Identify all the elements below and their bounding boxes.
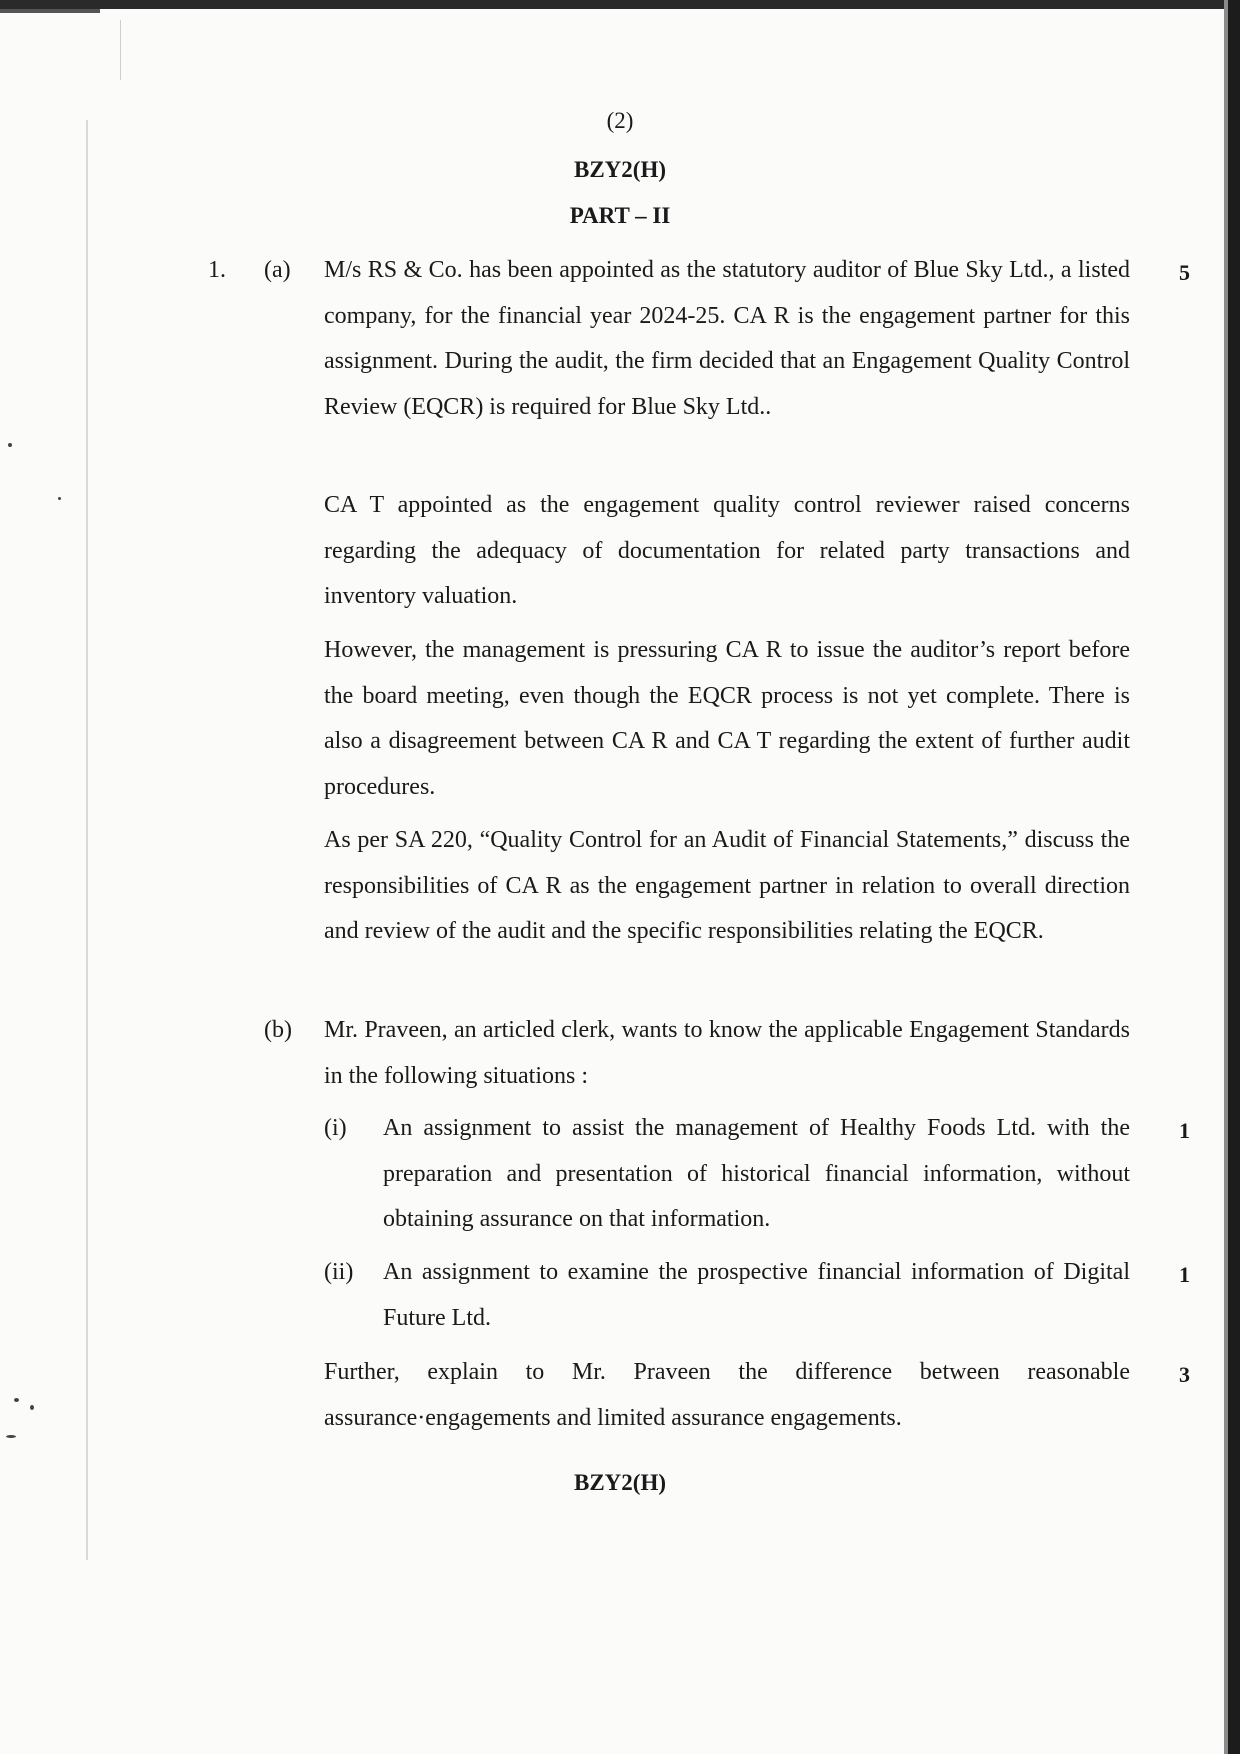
part-b-item-marks: 1	[1179, 1262, 1190, 1287]
question-number: 1.	[208, 257, 226, 283]
scan-left-edge-mark	[120, 20, 121, 80]
page-number: (2)	[606, 108, 634, 133]
paper-code-footer: BZY2(H)	[574, 1470, 666, 1495]
part-b-closing: Further, explain to Mr. Praveen the difference between reasonable assurance·engagements and limited assurance engagements.	[324, 1359, 1130, 1431]
part-a-paragraph: However, the management is pressuring CA R to issue the auditor’s report before the board meeting, even though the EQCR process is not yet complete. There is also a disagreement between CA R and CA T regarding the extent of further audit procedures.	[324, 637, 1130, 800]
part-b-item-text: An assignment to examine the prospective financial information of Digital Future Ltd.	[383, 1259, 1130, 1331]
scan-speck	[14, 1398, 19, 1402]
part-title: PART – II	[569, 203, 671, 228]
part-b-item-text: An assignment to assist the management of Healthy Foods Ltd. with the preparation and presentation of historical financial information, without obtaining assurance on that information.	[383, 1115, 1130, 1232]
scan-speck	[58, 497, 61, 500]
scan-speck	[8, 443, 12, 447]
part-a-paragraph: M/s RS & Co. has been appointed as the statutory auditor of Blue Sky Ltd., a listed company, for the financial year 2024-25. CA R is the engagement partner for this assignment. During the audit, the firm decided that an Engagement Quality Control Review (EQCR) is required for Blue Sky Ltd..	[324, 257, 1130, 420]
part-a-paragraph: As per SA 220, “Quality Control for an Audit of Financial Statements,” discuss the responsibilities of CA R as the engagement partner in relation to overall direction and review of the audit and the specific responsibilities relating the EQCR.	[324, 827, 1130, 944]
part-b-closing-marks: 3	[1179, 1362, 1190, 1387]
scan-top-border	[0, 0, 1240, 9]
part-b-item-marks: 1	[1179, 1118, 1190, 1143]
scan-top-border-shadow	[0, 9, 100, 13]
part-b-label: (b)	[264, 1017, 292, 1043]
scan-left-edge-line	[86, 120, 88, 1560]
scan-speck	[30, 1405, 34, 1410]
part-a-marks: 5	[1179, 260, 1190, 285]
part-a-label: (a)	[264, 257, 291, 283]
part-a-paragraph: CA T appointed as the engagement quality control reviewer raised concerns regarding the adequacy of documentation for related party transactions and inventory valuation.	[324, 492, 1130, 609]
part-b-intro: Mr. Praveen, an articled clerk, wants to know the applicable Engagement Standards in the following situations :	[324, 1017, 1130, 1089]
part-b-item-label: (i)	[324, 1115, 347, 1141]
part-b-item-label: (ii)	[324, 1259, 354, 1285]
scan-speck	[6, 1435, 16, 1438]
paper-code-header: BZY2(H)	[574, 157, 666, 182]
